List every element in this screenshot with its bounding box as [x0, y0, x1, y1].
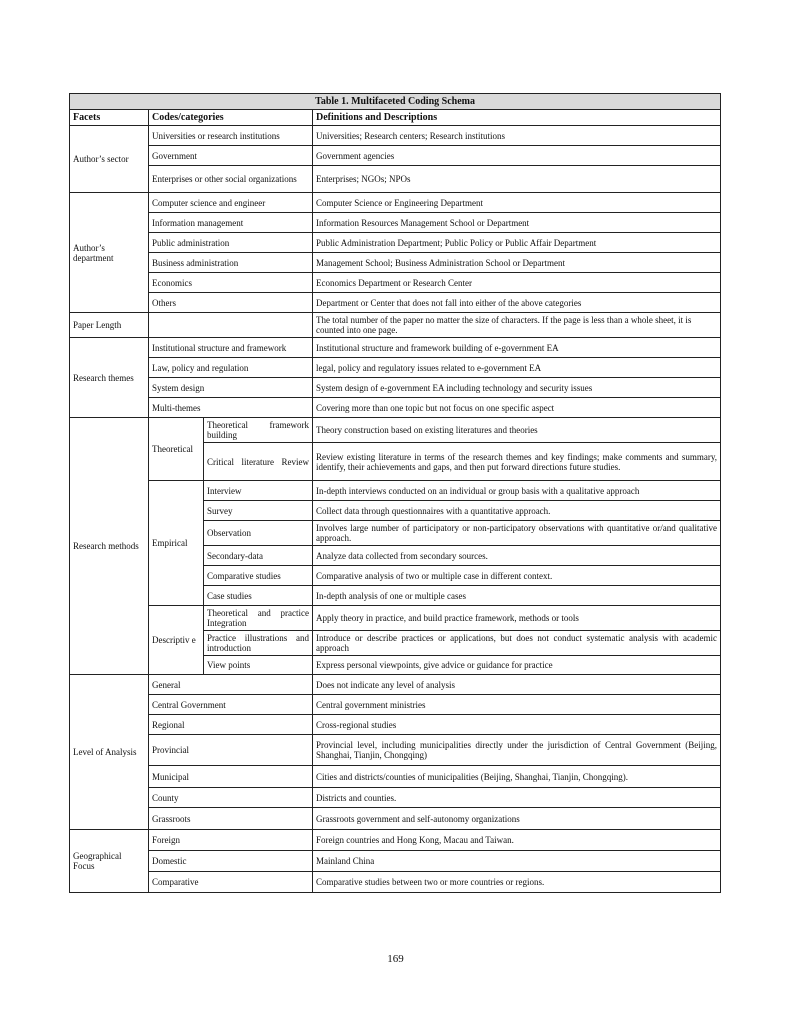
code-cell: County	[149, 788, 313, 808]
table-row	[70, 378, 721, 398]
code-cell: Case studies	[204, 586, 313, 606]
table-row	[70, 293, 721, 313]
code-cell: Practice illustrations and introduction	[204, 631, 313, 656]
code-cell: Survey	[204, 501, 313, 521]
table-row	[70, 338, 721, 358]
code-cell: Theoretical framework building	[204, 418, 313, 443]
definition-cell: Does not indicate any level of analysis	[313, 675, 721, 695]
definition-cell: Economics Department or Research Center	[313, 273, 721, 293]
coding-schema-table	[69, 93, 721, 893]
definition-cell: Management School; Business Administration School or Department	[313, 253, 721, 273]
definition-cell: Introduce or describe practices or applications, but does not conduct systematic analysis with academic approach	[313, 631, 721, 656]
code-cell: Critical literature Review	[204, 443, 313, 481]
table-row	[70, 851, 721, 872]
definition-cell: Enterprises; NGOs; NPOs	[313, 166, 721, 193]
table-row	[70, 830, 721, 851]
definition-cell: Mainland China	[313, 851, 721, 872]
definition-cell: Comparative analysis of two or multiple case in different context.	[313, 566, 721, 586]
code-cell: Government	[149, 146, 313, 166]
table-row	[70, 808, 721, 830]
definition-cell: Public Administration Department; Public Policy or Public Affair Department	[313, 233, 721, 253]
definition-cell: Cities and districts/counties of municipalities (Beijing, Shanghai, Tianjin, Chongqing).	[313, 766, 721, 788]
page-number: 169	[387, 953, 404, 965]
facet-authors-sector: Author’s sector	[70, 126, 149, 193]
definition-cell: Apply theory in practice, and build practice framework, methods or tools	[313, 606, 721, 631]
code-cell: Foreign	[149, 830, 313, 851]
definition-cell: Foreign countries and Hong Kong, Macau and Taiwan.	[313, 830, 721, 851]
table-row	[70, 193, 721, 213]
code-cell: Provincial	[149, 735, 313, 766]
code-cell: Business administration	[149, 253, 313, 273]
code-cell: Law, policy and regulation	[149, 358, 313, 378]
code-cell: Information management	[149, 213, 313, 233]
table-row	[70, 695, 721, 715]
definition-cell: Government agencies	[313, 146, 721, 166]
method-group-descriptive: Descriptiv e	[149, 606, 204, 675]
code-cell: Comparative	[149, 872, 313, 893]
definition-cell: Computer Science or Engineering Department	[313, 193, 721, 213]
table-row	[70, 788, 721, 808]
definition-cell: System design of e-government EA including technology and security issues	[313, 378, 721, 398]
table-row	[70, 735, 721, 766]
definition-cell: Express personal viewpoints, give advice or guidance for practice	[313, 656, 721, 675]
definition-cell: Covering more than one topic but not focus on one specific aspect	[313, 398, 721, 418]
code-cell: Theoretical and practice Integration	[204, 606, 313, 631]
facet-research-themes: Research themes	[70, 338, 149, 418]
table-row	[70, 313, 721, 338]
definition-cell: Involves large number of participatory or non-participatory observations with quantitative or/and qualitative approach.	[313, 521, 721, 546]
code-cell: Enterprises or other social organizations	[149, 166, 313, 193]
definition-cell: In-depth interviews conducted on an individual or group basis with a qualitative approach	[313, 481, 721, 501]
definition-cell: The total number of the paper no matter the size of characters. If the page is less than a whole sheet, it is counted into one page.	[313, 313, 721, 338]
method-group-empirical: Empirical	[149, 481, 204, 606]
table-row	[70, 481, 721, 501]
code-cell: Domestic	[149, 851, 313, 872]
table-title: Table 1. Multifaceted Coding Schema	[70, 94, 721, 110]
definition-cell: Provincial level, including municipalities directly under the jurisdiction of Central Government (Beijing, Shanghai, Tianjin, Chongqing)	[313, 735, 721, 766]
table-row	[70, 253, 721, 273]
table-row	[70, 398, 721, 418]
table-row	[70, 233, 721, 253]
header-facets: Facets	[70, 110, 149, 126]
code-cell: General	[149, 675, 313, 695]
code-cell: Interview	[204, 481, 313, 501]
code-cell: Municipal	[149, 766, 313, 788]
definition-cell: Collect data through questionnaires with a quantitative approach.	[313, 501, 721, 521]
facet-geographical-focus: Geographical Focus	[70, 830, 149, 893]
table-row	[70, 675, 721, 695]
facet-research-methods: Research methods	[70, 418, 149, 675]
facet-paper-length: Paper Length	[70, 313, 149, 338]
table-row	[70, 715, 721, 735]
table-row	[70, 146, 721, 166]
code-cell: Universities or research institutions	[149, 126, 313, 146]
table-row	[70, 126, 721, 146]
code-cell: Secondary-data	[204, 546, 313, 566]
definition-cell: Districts and counties.	[313, 788, 721, 808]
facet-authors-department: Author’s department	[70, 193, 149, 313]
code-cell: Observation	[204, 521, 313, 546]
table-title-row	[70, 94, 721, 110]
table-row	[70, 166, 721, 193]
header-definitions: Definitions and Descriptions	[313, 110, 721, 126]
facet-level-of-analysis: Level of Analysis	[70, 675, 149, 830]
code-cell: System design	[149, 378, 313, 398]
code-cell: Others	[149, 293, 313, 313]
code-cell: Computer science and engineer	[149, 193, 313, 213]
code-cell: Central Government	[149, 695, 313, 715]
header-codes: Codes/categories	[149, 110, 313, 126]
code-cell: Public administration	[149, 233, 313, 253]
table-header-row	[70, 110, 721, 126]
table-row	[70, 766, 721, 788]
code-cell: Grassroots	[149, 808, 313, 830]
code-cell: Economics	[149, 273, 313, 293]
definition-cell: Department or Center that does not fall into either of the above categories	[313, 293, 721, 313]
definition-cell: Cross-regional studies	[313, 715, 721, 735]
definition-cell: Central government ministries	[313, 695, 721, 715]
code-cell: Multi-themes	[149, 398, 313, 418]
code-cell: View points	[204, 656, 313, 675]
table-row	[70, 606, 721, 631]
table-row	[70, 273, 721, 293]
definition-cell: Information Resources Management School or Department	[313, 213, 721, 233]
code-cell: Regional	[149, 715, 313, 735]
table-row	[70, 872, 721, 893]
code-cell: Institutional structure and framework	[149, 338, 313, 358]
definition-cell: Institutional structure and framework building of e-government EA	[313, 338, 721, 358]
definition-cell: In-depth analysis of one or multiple cases	[313, 586, 721, 606]
definition-cell: Theory construction based on existing literatures and theories	[313, 418, 721, 443]
table-row	[70, 358, 721, 378]
code-cell: Comparative studies	[204, 566, 313, 586]
definition-cell: Comparative studies between two or more countries or regions.	[313, 872, 721, 893]
definition-cell: Grassroots government and self-autonomy organizations	[313, 808, 721, 830]
definition-cell: Review existing literature in terms of the research themes and key findings; make comments and summary, identify, their achievements and gaps, and then put forward directions future studies.	[313, 443, 721, 481]
definition-cell: legal, policy and regulatory issues related to e-government EA	[313, 358, 721, 378]
table-row	[70, 213, 721, 233]
method-group-theoretical: Theoretical	[149, 418, 204, 481]
code-cell-empty	[149, 313, 313, 338]
table-row	[70, 418, 721, 443]
definition-cell: Analyze data collected from secondary sources.	[313, 546, 721, 566]
definition-cell: Universities; Research centers; Research institutions	[313, 126, 721, 146]
